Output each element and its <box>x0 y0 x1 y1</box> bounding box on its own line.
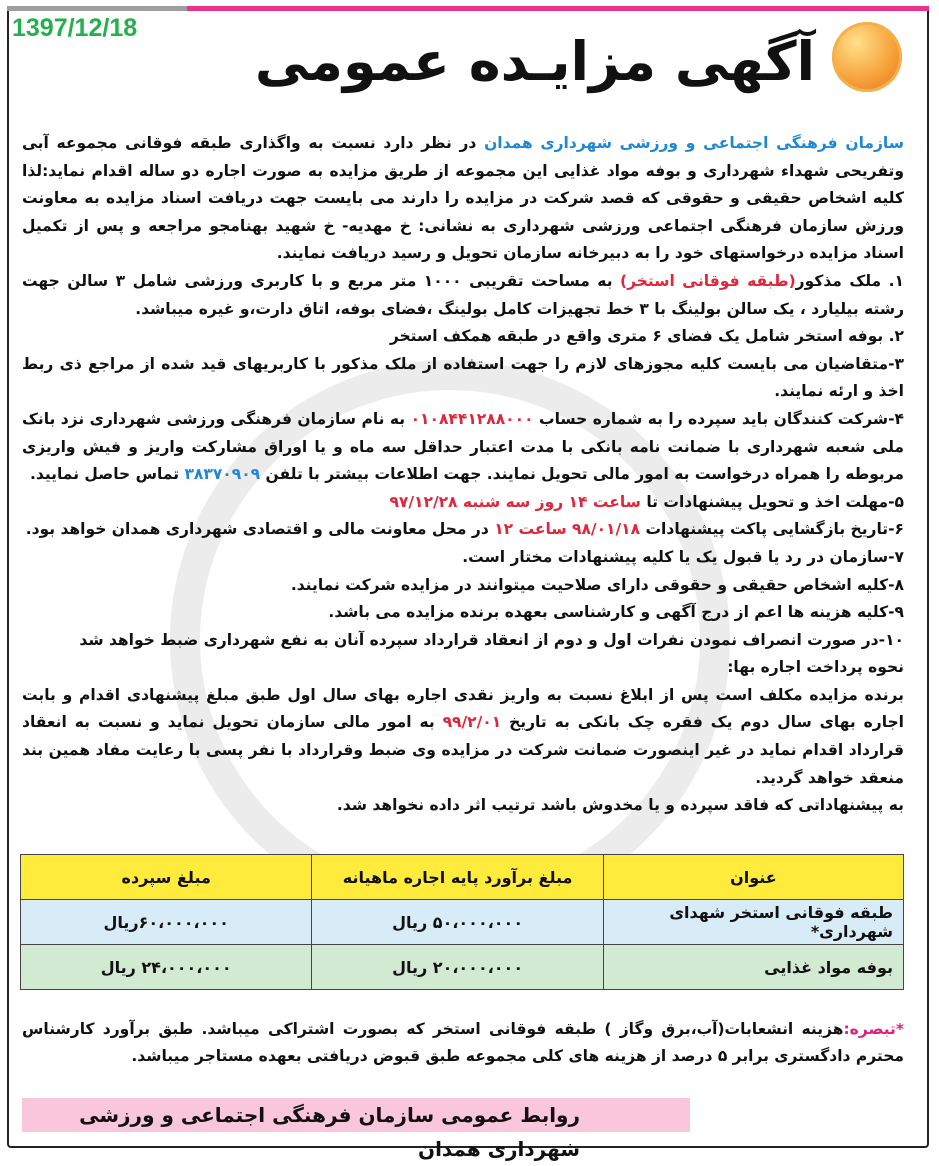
price-table <box>20 854 904 990</box>
intro-paragraph <box>22 130 904 268</box>
clause-6-end: در محل معاونت مالی و اقتصادی شهرداری همدان خواهد بود. <box>25 520 495 539</box>
clause-2: ۲. بوفه استخر شامل یک فضای ۶ متری واقع در طبقه همکف استخر <box>389 327 904 346</box>
phone-number: ۳۸۳۷۰۹۰۹ <box>184 465 261 484</box>
clause-6-start: ۶-تاریخ بازگشایی پاکت پیشنهادات <box>640 520 904 539</box>
clause-5 <box>22 489 904 517</box>
payment-heading: نحوه پرداخت اجاره بها: <box>727 658 904 677</box>
clause-5-start: ۵-مهلت اخذ و تحویل پیشنهادات تا <box>640 492 904 511</box>
clause-3: ۳-متقاضیان می بایست کلیه مجوزهای لازم را جهت استفاده از ملک مذکور با کاربریهای قید شده از مراجع ذی ربط اخذ و ارئه نمایند. <box>22 354 904 401</box>
row-title: بوفه مواد غذایی <box>603 945 903 990</box>
clause-10: ۱۰-در صورت انصراف نمودن نفرات اول و دوم از انعقاد قرارداد سپرده آنان به نفع شهرداری ضبط خواهد شد <box>79 630 904 649</box>
check-date: ۹۹/۲/۰۱ <box>442 713 502 732</box>
table-header-row <box>21 855 904 900</box>
payment-paragraph <box>22 682 904 792</box>
deadline: ساعت ۱۴ روز سه شنبه ۹۷/۱۲/۲۸ <box>389 492 641 511</box>
clause-4-middle: به نام سازمان فرهنگی ورزشی شهرداری نزد بانک ملی شعبه شهرداری با ضمانت نامه بانکی با مدت اعتبار حداقل سه ماه و یا اوراق مشارکت واریز و فیش واریزی مربوطه را همراه درخواست به امور مالی تحویل نمایند. جهت اطلاعات بیشتر با تلفن <box>22 409 904 484</box>
note-text: هزینه انشعابات(آب،برق وگاز ) طبقه فوقانی استخر که بصورت اشتراکی میباشد. طبق برآورد کارشناس محترم دادگستری برابر ۵ درصد از هزینه های کلی مجموعه طبق قبوض دریافتی بعهده مستاجر میباشد. <box>22 1020 904 1065</box>
clause-1 <box>22 268 904 323</box>
note-paragraph <box>22 1016 904 1070</box>
top-accent-gray <box>7 6 187 11</box>
row-deposit: ۶۰،۰۰۰،۰۰۰ریال <box>21 900 312 945</box>
intro-text: در نظر دارد نسبت به واگذاری طبقه فوقانی مجموعه آبی وتفریحی شهداء شهرداری و بوفه مواد غذایی این مجموعه از طریق مزایده به صورت اجاره دو ساله اقدام نماید:لذا کلیه اشخاص حقیقی و حقوقی که قصد شرکت در مزایده را دارند می بایست جهت دریافت اسناد مزایده به معاونت ورزش سازمان فرهنگی اجتماعی ورزشی شهرداری به نشانی: خ مهدیه- خ شهید بهنامجو مراجعه و پس از تکمیل اسناد مزایده درخواستهای خود را به دبیرخانه سازمان تحویل و رسید دریافت نمایند. <box>22 134 904 263</box>
ad-body <box>22 130 904 820</box>
account-number: ۰۱۰۸۴۴۱۲۸۸۰۰۰ <box>410 409 534 428</box>
table-row <box>21 945 904 990</box>
payment-start: برنده مزایده مکلف است پس از ابلاغ نسبت به واریز نقدی اجاره بهای سال اول طبق مبلغ پیشنهادی اقدام و بابت اجاره بهای سال دوم یک فقره چک بانکی به تاریخ <box>22 685 904 732</box>
row-monthly-rent: ۵۰،۰۰۰،۰۰۰ ریال <box>312 900 603 945</box>
payment-end: به امور مالی سازمان تحویل نماید و نسبت به انعقاد قرارداد اقدام نماید در غیر اینصورت ضمانت شرکت در مزایده وی ضبط وقرارداد با نفر پسی با رعایت مفاد همین بند منعقد خواهد گردید. <box>22 713 904 787</box>
note-label: *تبصره: <box>843 1020 904 1038</box>
row-deposit: ۲۴،۰۰۰،۰۰۰ ریال <box>21 945 312 990</box>
opening-date: ۹۸/۰۱/۱۸ ساعت ۱۲ <box>494 520 641 539</box>
top-accent-pink <box>187 6 929 11</box>
clause-9: ۹-کلیه هزینه ها اعم از درج آگهی و کارشناسی بعهده برنده مزایده می باشد. <box>328 603 904 622</box>
table-row <box>21 900 904 945</box>
decorative-orb-icon <box>832 22 902 92</box>
row-monthly-rent: ۲۰،۰۰۰،۰۰۰ ریال <box>312 945 603 990</box>
clause-4-start: ۴-شرکت کنندگان باید سپرده را به شماره حساب <box>533 409 904 428</box>
final-clause: به پیشنهاداتی که فاقد سپرده و یا مخدوش باشد ترتیب اثر داده نخواهد شد. <box>336 796 904 815</box>
ad-title: آگهی مزایـده عمومی <box>254 30 816 93</box>
clause-4-end: تماس حاصل نمایید. <box>30 465 185 484</box>
header-monthly-rent: مبلغ برآورد پایه اجاره ماهیانه <box>312 855 603 900</box>
clause-6 <box>22 516 904 544</box>
footer-banner: روابط عمومی سازمان فرهنگی اجتماعی و ورزشی شهرداری همدان <box>22 1098 690 1132</box>
row-title: طبقه فوقانی استخر شهدای شهرداری* <box>603 900 903 945</box>
clause-7: ۷-سازمان در رد یا قبول یک یا کلیه پیشنهادات مختار است. <box>462 547 904 566</box>
clause-8: ۸-کلیه اشخاص حقیقی و حقوقی دارای صلاحیت میتوانند در مزایده شرکت نمایند. <box>290 575 904 594</box>
clause-1-end: به مساحت تقریبی ۱۰۰۰ متر مربع و با کاربری ورزشی شامل ۳ سالن جهت رشته بیلیارد ، یک سالن بولینگ با ۳ خط تجهیزات کامل بولینگ ،فضای بوفه، اتاق دارت،و غیره میباشد. <box>22 271 904 318</box>
header-deposit: مبلغ سپرده <box>21 855 312 900</box>
clause-1-highlight: (طبقه فوقانی استخر) <box>620 271 796 290</box>
publish-date: 1397/12/18 <box>12 14 138 42</box>
clause-1-start: ۱. ملک مذکور <box>795 271 904 290</box>
clause-4 <box>22 406 904 489</box>
organization-name: سازمان فرهنگی اجتماعی و ورزشی شهرداری همدان <box>484 134 904 152</box>
header-title: عنوان <box>603 855 903 900</box>
